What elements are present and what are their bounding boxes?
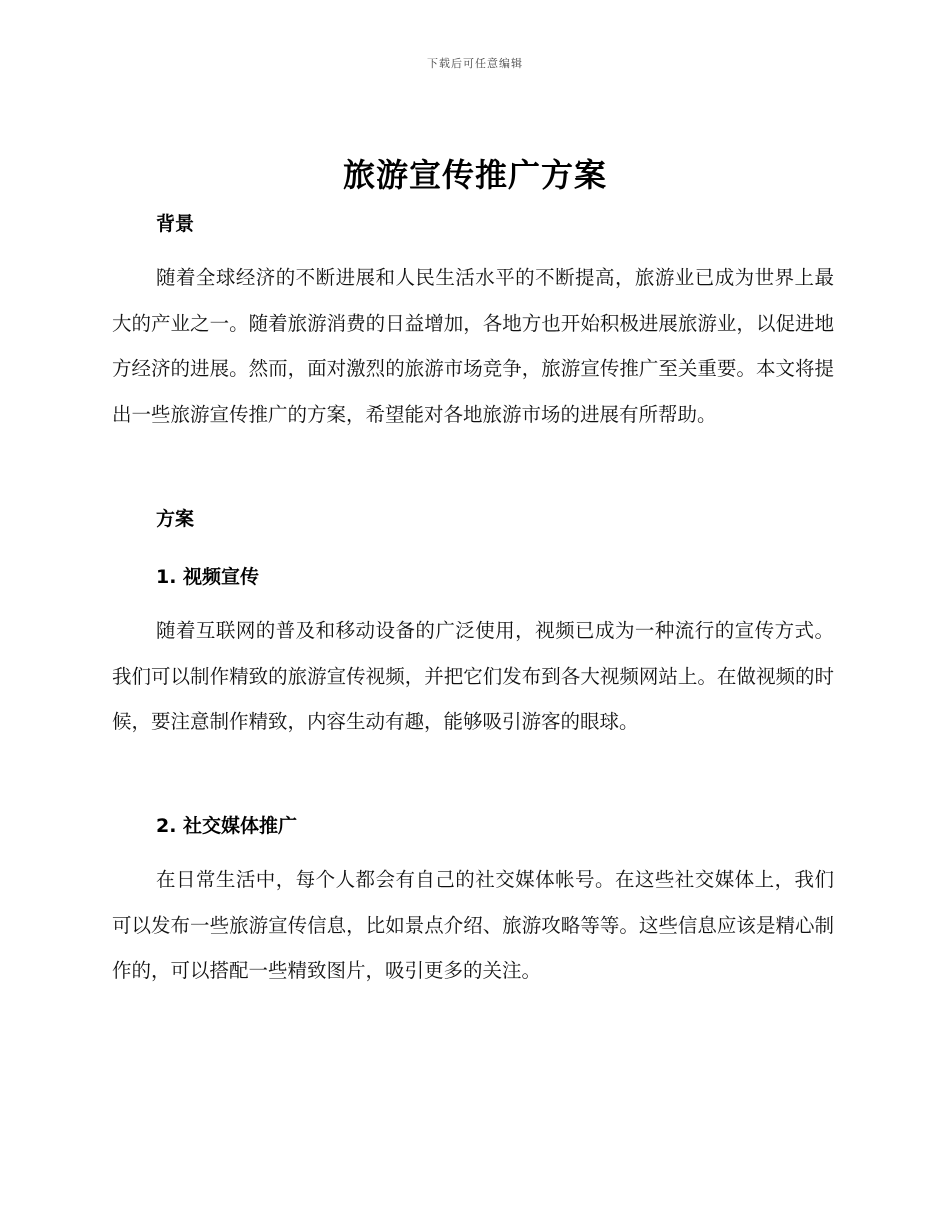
- section-heading-social-media: 2. 社交媒体推广: [156, 815, 298, 837]
- section-heading-video: 1. 视频宣传: [156, 566, 260, 588]
- section-heading-plan: 方案: [156, 508, 195, 530]
- paragraph-background: 随着全球经济的不断进展和人民生活水平的不断提高，旅游业已成为世界上最大的产业之一。随着旅游消费的日益增加，各地方也开始积极进展旅游业，以促进地方经济的进展。然而，面对激烈的旅游市场竞争，旅游宣传推广至关重要。本文将提出一些旅游宣传推广的方案，希望能对各地旅游市场的进展有所帮助。: [112, 266, 834, 426]
- paragraph-social-media: 在日常生活中，每个人都会有自己的社交媒体帐号。在这些社交媒体上，我们可以发布一些旅游宣传信息，比如景点介绍、旅游攻略等等。这些信息应该是精心制作的，可以搭配一些精致图片，吸引更多的关注。: [112, 868, 834, 982]
- section-heading-background: 背景: [156, 213, 195, 235]
- paragraph-video: 随着互联网的普及和移动设备的广泛使用，视频已成为一种流行的宣传方式。我们可以制作精致的旅游宣传视频，并把它们发布到各大视频网站上。在做视频的时候，要注意制作精致，内容生动有趣，能够吸引游客的眼球。: [112, 619, 834, 733]
- document-title: 旅游宣传推广方案: [342, 156, 607, 194]
- page-header-watermark: 下载后可任意编辑: [427, 57, 523, 70]
